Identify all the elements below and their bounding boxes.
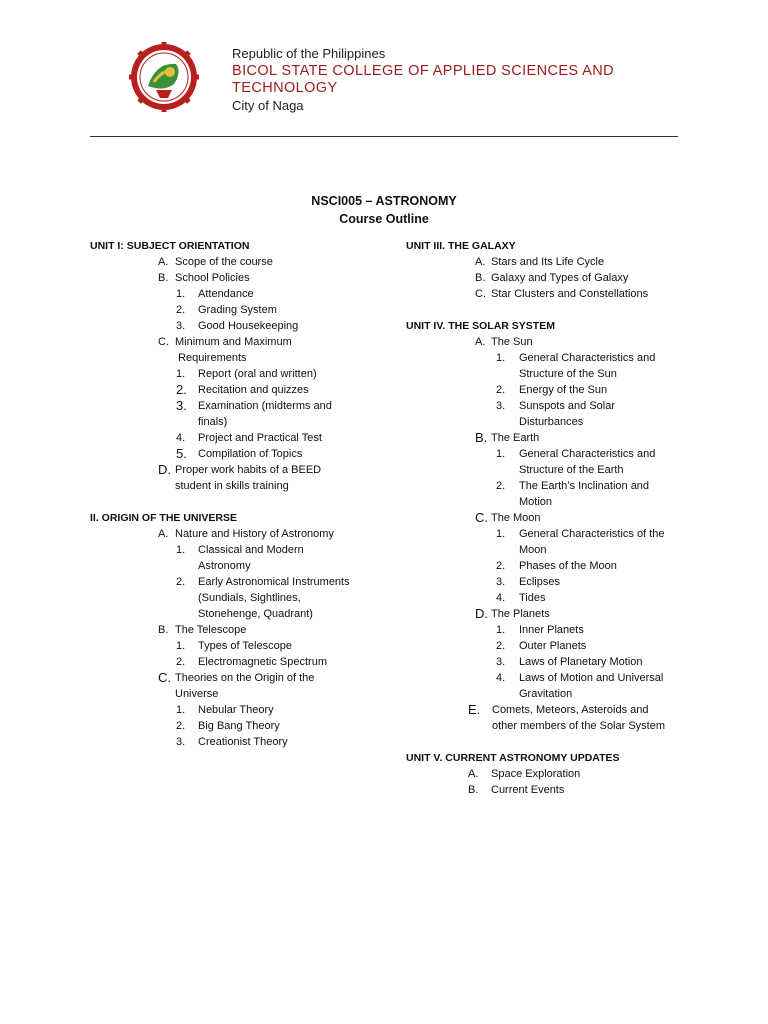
outline-subitem: 2. Recitation and quizzes — [176, 382, 309, 397]
outline-subitem: 1. General Characteristics of the Moon — [496, 528, 665, 556]
outline-item: A. The Sun — [475, 336, 533, 348]
outline-subitem: 1. Attendance — [176, 288, 254, 300]
republic-text: Republic of the Philippines — [232, 46, 386, 61]
document-title-block — [0, 192, 768, 228]
outline-subitem: 1. Inner Planets — [496, 624, 584, 636]
outline-subitem: 2. Early Astronomical Instruments (Sundials, Sightlines, Stonehenge, Quadrant) — [176, 576, 350, 620]
unit-heading: UNIT IV. THE SOLAR SYSTEM — [406, 320, 555, 332]
outline-subitem: 2. Big Bang Theory — [176, 720, 280, 732]
section-spacer — [90, 494, 380, 510]
course-subtitle: Course Outline — [339, 212, 429, 226]
outline-item: D. The Planets — [475, 606, 550, 621]
outline-item: C. Minimum and Maximum Requirements — [158, 336, 292, 364]
unit-heading: UNIT V. CURRENT ASTRONOMY UPDATES — [406, 752, 620, 764]
outline-subitem: 3. Sunspots and Solar Disturbances — [496, 400, 616, 428]
college-name — [232, 63, 614, 97]
outline-item: A. Space Exploration — [468, 768, 581, 780]
outline-item: B. School Policies — [158, 272, 250, 284]
outline-subitem: 4. Laws of Motion and Universal Gravitation — [496, 672, 664, 700]
left-column — [90, 238, 380, 750]
outline-item: A. Nature and History of Astronomy — [158, 528, 334, 540]
unit-heading: UNIT III. THE GALAXY — [406, 240, 516, 252]
section-spacer — [406, 734, 696, 750]
outline-subitem: 5. Compilation of Topics — [176, 446, 303, 461]
unit-heading: UNIT I: SUBJECT ORIENTATION — [90, 240, 250, 252]
outline-subitem: 2. Outer Planets — [496, 640, 587, 652]
outline-subitem: 3. Examination (midterms and finals) — [176, 398, 332, 428]
course-title: NSCI005 – ASTRONOMY — [311, 194, 457, 208]
outline-subitem: 1. General Characteristics and Structure of the Sun — [496, 352, 656, 380]
outline-item: C. The Moon — [475, 510, 541, 525]
outline-subitem: 4. Tides — [496, 592, 546, 604]
right-column — [406, 238, 696, 798]
outline-subitem: 2. Grading System — [176, 304, 277, 316]
outline-subitem: 2. The Earth’s Inclination and Motion — [496, 480, 650, 508]
outline-item: B. The Telescope — [158, 624, 247, 636]
outline-item: A. Stars and Its Life Cycle — [475, 256, 605, 268]
outline-subitem: 1. Nebular Theory — [176, 704, 274, 716]
institution-header — [232, 46, 614, 113]
outline-subitem: 3. Good Housekeeping — [176, 320, 299, 332]
outline-item: B. Galaxy and Types of Galaxy — [475, 272, 629, 284]
outline-item: E. Comets, Meteors, Asteroids and other members of the Solar System — [468, 702, 666, 732]
outline-subitem: 3. Laws of Planetary Motion — [496, 656, 643, 668]
section-spacer — [406, 302, 696, 318]
outline-subitem: 1. Classical and Modern Astronomy — [176, 544, 304, 572]
outline-subitem: 3. Creationist Theory — [176, 736, 288, 748]
header-divider — [90, 136, 678, 137]
outline-subitem: 2. Electromagnetic Spectrum — [176, 656, 327, 668]
outline-subitem: 1. Report (oral and written) — [176, 368, 317, 380]
outline-subitem: 1. Types of Telescope — [176, 640, 292, 652]
college-name-line-2: TECHNOLOGY — [232, 80, 338, 96]
outline-subitem: 2. Phases of the Moon — [496, 560, 617, 572]
outline-subitem: 1. General Characteristics and Structure of the Earth — [496, 448, 656, 476]
outline-item: B. The Earth — [475, 430, 540, 445]
outline-item: B. Current Events — [468, 784, 565, 796]
unit-heading: II. ORIGIN OF THE UNIVERSE — [90, 512, 238, 524]
college-name-line-1: BICOL STATE COLLEGE OF APPLIED SCIENCES AND — [232, 63, 614, 79]
city-text: City of Naga — [232, 98, 304, 113]
outline-subitem: 3. Eclipses — [496, 576, 560, 588]
outline-subitem: 4. Project and Practical Test — [176, 432, 322, 444]
outline-item: A. Scope of the course — [158, 256, 273, 268]
outline-subitem: 2. Energy of the Sun — [496, 384, 608, 396]
outline-item: C. Star Clusters and Constellations — [475, 288, 649, 300]
college-seal-logo — [126, 42, 202, 112]
outline-item: C. Theories on the Origin of the Universe — [158, 670, 315, 700]
outline-item: D. Proper work habits of a BEED student in skills training — [158, 462, 322, 492]
